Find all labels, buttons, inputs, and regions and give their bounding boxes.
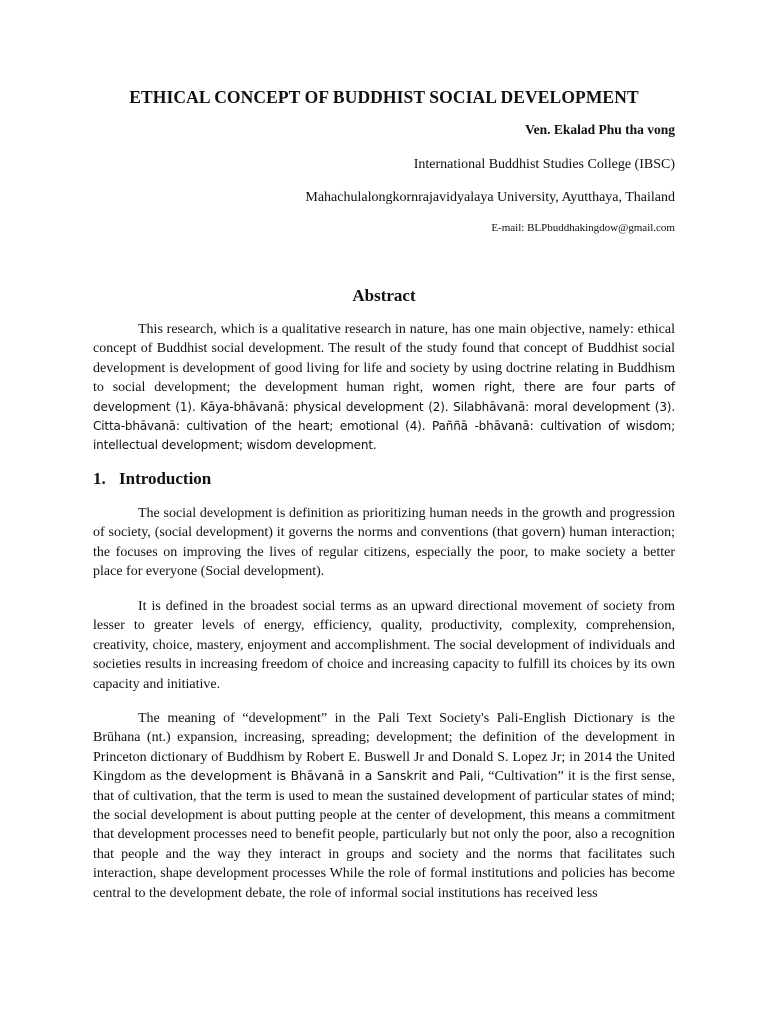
paragraph-3-part-3: “Cultivation” it is the first sense, that of cultivation, that the term is used to mean the sustained development of particular states of mind; the social development is about putting people at the center of development, this means a commitment that development processes need to benefit people, particularly but not only the poor, also a recognition that people and the way they interact in groups and society and the norms that facilitates such interaction, shape development processes While the role of formal institutions and policies has become central to the development debate, the role of informal social institutions has received less [93, 769, 675, 901]
abstract-heading: Abstract [352, 286, 416, 305]
author-email: E-mail: BLPbuddhakingdow@gmail.com [491, 222, 675, 234]
introduction-heading [93, 469, 211, 489]
introduction-paragraph-3 [93, 709, 675, 903]
paragraph-3-part-2: the development is Bhāvanā in a Sanskrit and Pali, [165, 769, 485, 784]
author-name: Ven. Ekalad Phu tha vong [525, 122, 675, 137]
paper-title: ETHICAL CONCEPT OF BUDDHIST SOCIAL DEVELOPMENT [129, 87, 639, 107]
abstract-paragraph [93, 320, 675, 456]
section-title: Introduction [119, 469, 212, 488]
paragraph-3-part-1: The meaning of “development” in the Pali Text Society's Pali-English Dictionary is the Brūhana (nt.) expansion, increasing, spreading; development; the definition of the development in Princeton dictionary of Buddhism by Robert E. Buswell Jr and Donald S. Lopez Jr; in 2014 the United Kingdom as [93, 711, 675, 785]
section-number: 1. [93, 469, 106, 488]
affiliation-university: Mahachulalongkornrajavidyalaya University, Ayutthaya, Thailand [305, 190, 675, 205]
affiliation-college: International Buddhist Studies College (IBSC) [413, 157, 675, 172]
introduction-paragraph-1: The social development is definition as prioritizing human needs in the growth and progression of society, (social development) it governs the norms and conventions (that govern) human interaction; the focuses on improving the lives of regular citizens, especially the poor, to make society a better place for everyone (Social development). [93, 506, 675, 580]
abstract-text-part-2: women right, there are four parts of development (1). Kāya-bhāvanā: physical development (2). Silabhāvanā: moral development (3). Citta-bhāvanā: cultivation of the heart; emotional (4). Paññā -bhāvanā: cultivation of wisdom; intellectual development; wisdom development. [93, 380, 675, 453]
abstract-text-part-1: This research, which is a qualitative research in nature, has one main objective, namely: ethical concept of Buddhist social development. The result of the study found that concept of Buddhist social development is development of good living for life and society by using doctrine relating in Buddhism to social development; the development human right, [93, 322, 675, 396]
introduction-paragraph-2: It is defined in the broadest social terms as an upward directional movement of society from lesser to greater levels of energy, efficiency, quality, productivity, complexity, comprehension, creativity, choice, mastery, enjoyment and accomplishment. The social development of individuals and societies results in increasing freedom of choice and increasing capacity to fulfill its choices by its own capacity and initiative. [93, 599, 675, 692]
